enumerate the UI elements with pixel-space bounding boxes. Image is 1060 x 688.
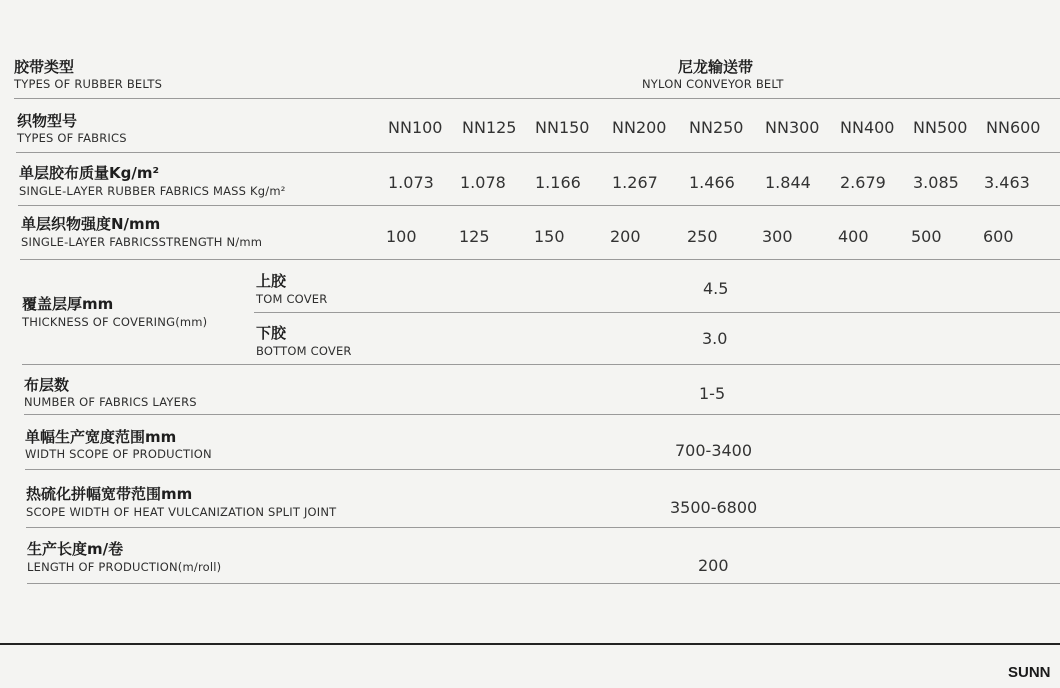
row-divider bbox=[26, 527, 1060, 528]
mass-value: 1.844 bbox=[765, 173, 811, 192]
strength-value: 500 bbox=[911, 227, 942, 246]
top-cover-label-en: TOM COVER bbox=[256, 292, 328, 306]
mass-value: 1.466 bbox=[689, 173, 735, 192]
mass-value: 1.267 bbox=[612, 173, 658, 192]
strength-value: 300 bbox=[762, 227, 793, 246]
mass-value: 1.166 bbox=[535, 173, 581, 192]
layers-value: 1-5 bbox=[699, 384, 726, 403]
strength-value: 400 bbox=[838, 227, 869, 246]
top-cover-value: 4.5 bbox=[703, 279, 729, 298]
split-joint-label-en: SCOPE WIDTH OF HEAT VULCANIZATION SPLIT JOINT bbox=[26, 505, 337, 519]
row-divider bbox=[18, 205, 1060, 206]
belt-types-label-zh: 胶带类型 bbox=[14, 58, 75, 76]
covering-label-zh: 覆盖层厚mm bbox=[22, 295, 114, 313]
strength-value: 250 bbox=[687, 227, 718, 246]
strength-value: 150 bbox=[534, 227, 565, 246]
row-divider bbox=[25, 469, 1060, 470]
row-divider bbox=[254, 312, 1060, 313]
row-divider bbox=[24, 414, 1060, 415]
fabric-model: NN200 bbox=[612, 118, 667, 137]
fabrics-label-zh: 织物型号 bbox=[17, 112, 78, 130]
row-divider bbox=[14, 98, 1060, 99]
row-divider bbox=[22, 364, 1060, 365]
fabrics-label-en: TYPES OF FABRICS bbox=[17, 131, 127, 145]
belt-name-zh: 尼龙输送带 bbox=[678, 58, 754, 76]
fabric-model: NN300 bbox=[765, 118, 820, 137]
covering-label-en: THICKNESS OF COVERING(mm) bbox=[22, 315, 208, 329]
split-joint-label-zh: 热硫化拼幅宽带范围mm bbox=[26, 485, 193, 503]
length-value: 200 bbox=[698, 556, 729, 575]
fabric-model: NN600 bbox=[986, 118, 1041, 137]
length-label-zh: 生产长度m/卷 bbox=[27, 540, 124, 558]
strength-value: 200 bbox=[610, 227, 641, 246]
length-label-en: LENGTH OF PRODUCTION(m/roll) bbox=[27, 560, 222, 574]
width-value: 700-3400 bbox=[675, 441, 753, 460]
bottom-cover-value: 3.0 bbox=[702, 329, 728, 348]
fabric-model: NN125 bbox=[462, 118, 517, 137]
mass-label-zh: 单层胶布质量Kg/m² bbox=[19, 164, 160, 182]
row-divider bbox=[20, 259, 1060, 260]
footer-rule bbox=[0, 643, 1060, 645]
mass-value: 3.085 bbox=[913, 173, 959, 192]
row-divider bbox=[16, 152, 1060, 153]
belt-name-en: NYLON CONVEYOR BELT bbox=[642, 77, 784, 91]
strength-label-zh: 单层织物强度N/mm bbox=[21, 215, 161, 233]
mass-label-en: SINGLE-LAYER RUBBER FABRICS MASS Kg/m² bbox=[19, 184, 286, 198]
bottom-cover-label-zh: 下胶 bbox=[256, 324, 287, 342]
strength-value: 100 bbox=[386, 227, 417, 246]
row-divider bbox=[27, 583, 1060, 584]
strength-label-en: SINGLE-LAYER FABRICSSTRENGTH N/mm bbox=[21, 235, 263, 249]
mass-value: 1.078 bbox=[460, 173, 506, 192]
brand-name: SUNN bbox=[1008, 664, 1051, 681]
top-cover-label-zh: 上胶 bbox=[256, 272, 287, 290]
fabric-model: NN500 bbox=[913, 118, 968, 137]
width-label-zh: 单幅生产宽度范围mm bbox=[25, 428, 177, 446]
fabric-model: NN100 bbox=[388, 118, 443, 137]
bottom-cover-label-en: BOTTOM COVER bbox=[256, 344, 352, 358]
strength-value: 600 bbox=[983, 227, 1014, 246]
split-joint-value: 3500-6800 bbox=[670, 498, 758, 517]
fabric-model: NN250 bbox=[689, 118, 744, 137]
layers-label-en: NUMBER OF FABRICS LAYERS bbox=[24, 395, 197, 409]
layers-label-zh: 布层数 bbox=[24, 376, 70, 394]
belt-types-label-en: TYPES OF RUBBER BELTS bbox=[14, 77, 163, 91]
mass-value: 3.463 bbox=[984, 173, 1030, 192]
fabric-model: NN150 bbox=[535, 118, 590, 137]
fabric-model: NN400 bbox=[840, 118, 895, 137]
strength-value: 125 bbox=[459, 227, 490, 246]
mass-value: 2.679 bbox=[840, 173, 886, 192]
width-label-en: WIDTH SCOPE OF PRODUCTION bbox=[25, 447, 212, 461]
mass-value: 1.073 bbox=[388, 173, 434, 192]
